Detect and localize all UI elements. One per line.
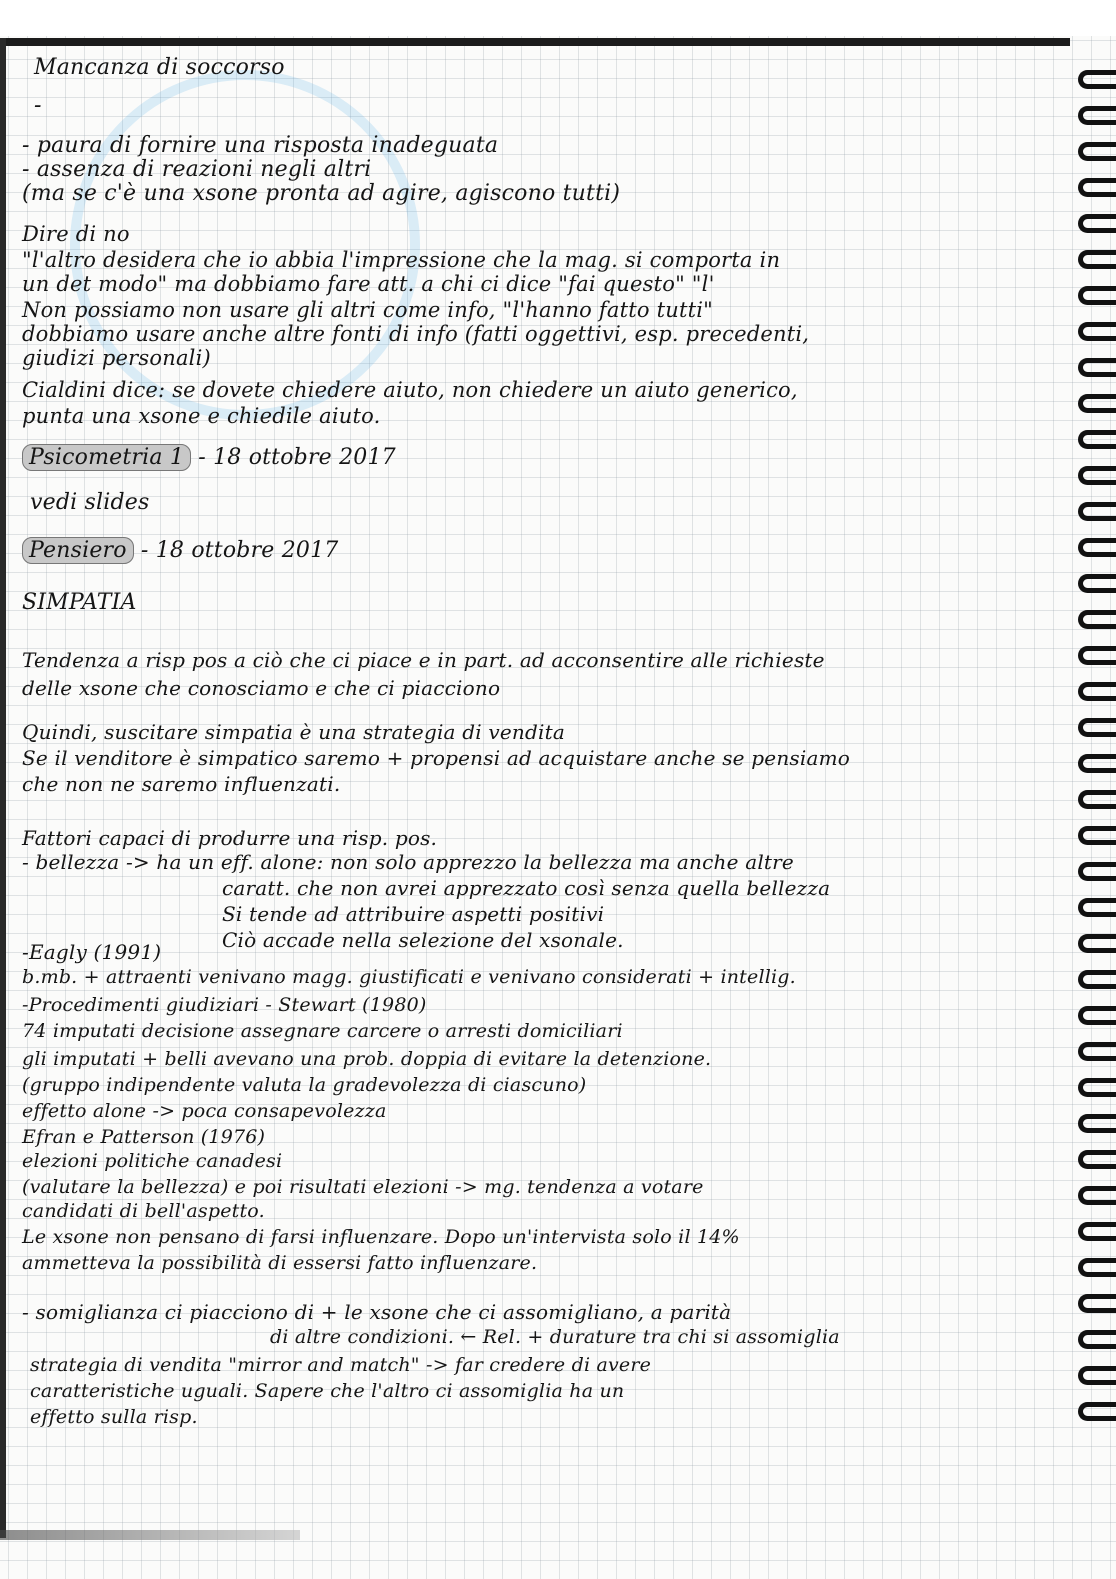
note-line: gli imputati + belli avevano una prob. doppia di evitare la detenzione. xyxy=(22,1048,712,1070)
note-line: Cialdini dice: se dovete chiedere aiuto, non chiedere un aiuto generico, xyxy=(22,378,798,402)
note-line: che non ne saremo influenzati. xyxy=(22,772,341,796)
note-line: Quindi, suscitare simpatia è una strategia di vendita xyxy=(22,720,565,744)
binding-ring xyxy=(1078,862,1116,881)
binding-ring xyxy=(1078,898,1116,917)
note-line: effetto alone -> poca consapevolezza xyxy=(22,1100,387,1122)
page-top-edge xyxy=(0,38,1070,46)
binding-ring xyxy=(1078,1258,1116,1277)
note-line: - xyxy=(34,93,42,118)
binding-ring xyxy=(1078,106,1116,125)
note-line: vedi slides xyxy=(30,490,150,515)
page-bottom-edge xyxy=(0,1530,300,1540)
binding-ring xyxy=(1078,574,1116,593)
note-line: Tendenza a risp pos a ciò che ci piace e in part. ad acconsentire alle richieste xyxy=(22,648,825,672)
binding-ring xyxy=(1078,502,1116,521)
highlighted-subject: Psicometria 1 xyxy=(22,444,191,471)
note-line: effetto sulla risp. xyxy=(30,1406,198,1428)
note-line: caratteristiche uguali. Sapere che l'altro ci assomiglia ha un xyxy=(30,1380,625,1402)
binding-ring xyxy=(1078,466,1116,485)
binding-ring xyxy=(1078,1222,1116,1241)
note-line: - somiglianza ci piacciono di + le xsone che ci assomigliano, a parità xyxy=(22,1300,732,1324)
binding-ring xyxy=(1078,1402,1116,1421)
binding-ring xyxy=(1078,286,1116,305)
note-line: - bellezza -> ha un eff. alone: non solo apprezzo la bellezza ma anche altre xyxy=(22,850,794,874)
binding-ring xyxy=(1078,178,1116,197)
note-heading: SIMPATIA xyxy=(22,590,137,615)
note-line: b.mb. + attraenti venivano magg. giustificati e venivano considerati + intellig. xyxy=(22,966,796,988)
spiral-binding xyxy=(1040,70,1116,1550)
note-line: Efran e Patterson (1976) xyxy=(22,1126,266,1148)
note-line: - paura di fornire una risposta inadeguata xyxy=(22,133,499,158)
note-line: Ciò accade nella selezione del xsonale. xyxy=(222,928,624,952)
binding-ring xyxy=(1078,250,1116,269)
binding-ring xyxy=(1078,142,1116,161)
note-heading: Dire di no xyxy=(22,222,130,246)
note-line: (valutare la bellezza) e poi risultati elezioni -> mg. tendenza a votare xyxy=(22,1176,704,1198)
page-left-edge xyxy=(0,38,6,1538)
binding-ring xyxy=(1078,934,1116,953)
binding-ring xyxy=(1078,754,1116,773)
note-line: un det modo" ma dobbiamo fare att. a chi ci dice "fai questo" "l' xyxy=(22,272,715,296)
note-line: (gruppo indipendente valuta la gradevolezza di ciascuno) xyxy=(22,1074,587,1096)
section-title-psicometria: Psicometria 1 - 18 ottobre 2017 xyxy=(22,445,396,470)
note-line: ammetteva la possibilità di essersi fatto influenzare. xyxy=(22,1252,538,1274)
binding-ring xyxy=(1078,1294,1116,1313)
note-line: Se il venditore è simpatico saremo + propensi ad acquistare anche se pensiamo xyxy=(22,746,850,770)
note-line: -Eagly (1991) xyxy=(22,940,162,964)
note-line: Non possiamo non usare gli altri come info, "l'hanno fatto tutti" xyxy=(22,298,714,322)
binding-ring xyxy=(1078,1330,1116,1349)
binding-ring xyxy=(1078,610,1116,629)
binding-ring xyxy=(1078,1366,1116,1385)
binding-ring xyxy=(1078,1078,1116,1097)
note-line: giudizi personali) xyxy=(22,346,211,370)
binding-ring xyxy=(1078,1006,1116,1025)
binding-ring xyxy=(1078,538,1116,557)
binding-ring xyxy=(1078,682,1116,701)
binding-ring xyxy=(1078,70,1116,89)
binding-ring xyxy=(1078,1114,1116,1133)
note-line: Si tende ad attribuire aspetti positivi xyxy=(222,902,605,926)
binding-ring xyxy=(1078,358,1116,377)
binding-ring xyxy=(1078,214,1116,233)
note-line: delle xsone che conosciamo e che ci piacciono xyxy=(22,676,501,700)
binding-ring xyxy=(1078,826,1116,845)
note-line: Fattori capaci di produrre una risp. pos. xyxy=(22,826,438,850)
binding-ring xyxy=(1078,718,1116,737)
note-heading: Mancanza di soccorso xyxy=(34,55,285,80)
note-line: Le xsone non pensano di farsi influenzare. Dopo un'intervista solo il 14% xyxy=(22,1226,740,1248)
binding-ring xyxy=(1078,1186,1116,1205)
binding-ring xyxy=(1078,790,1116,809)
binding-ring xyxy=(1078,430,1116,449)
note-line: punta una xsone e chiedile aiuto. xyxy=(22,404,381,428)
note-line: "l'altro desidera che io abbia l'impressione che la mag. si comporta in xyxy=(22,248,781,272)
note-line: (ma se c'è una xsone pronta ad agire, agiscono tutti) xyxy=(22,181,621,206)
note-line: strategia di vendita "mirror and match" -> far credere di avere xyxy=(30,1354,652,1376)
note-line: - assenza di reazioni negli altri xyxy=(22,157,372,182)
note-line: elezioni politiche canadesi xyxy=(22,1150,283,1172)
section-title-pensiero: Pensiero - 18 ottobre 2017 xyxy=(22,538,339,563)
binding-ring xyxy=(1078,1150,1116,1169)
note-line: di altre condizioni. ← Rel. + durature tra chi si assomiglia xyxy=(270,1326,840,1348)
highlighted-subject: Pensiero xyxy=(22,537,134,564)
binding-ring xyxy=(1078,322,1116,341)
note-line: caratt. che non avrei apprezzato così senza quella bellezza xyxy=(222,876,831,900)
binding-ring xyxy=(1078,394,1116,413)
note-line: dobbiamo usare anche altre fonti di info (fatti oggettivi, esp. precedenti, xyxy=(22,322,810,346)
binding-ring xyxy=(1078,646,1116,665)
note-line: candidati di bell'aspetto. xyxy=(22,1200,265,1222)
binding-ring xyxy=(1078,1042,1116,1061)
note-line: -Procedimenti giudiziari - Stewart (1980) xyxy=(22,994,427,1016)
binding-ring xyxy=(1078,970,1116,989)
note-line: 74 imputati decisione assegnare carcere o arresti domiciliari xyxy=(22,1020,623,1042)
